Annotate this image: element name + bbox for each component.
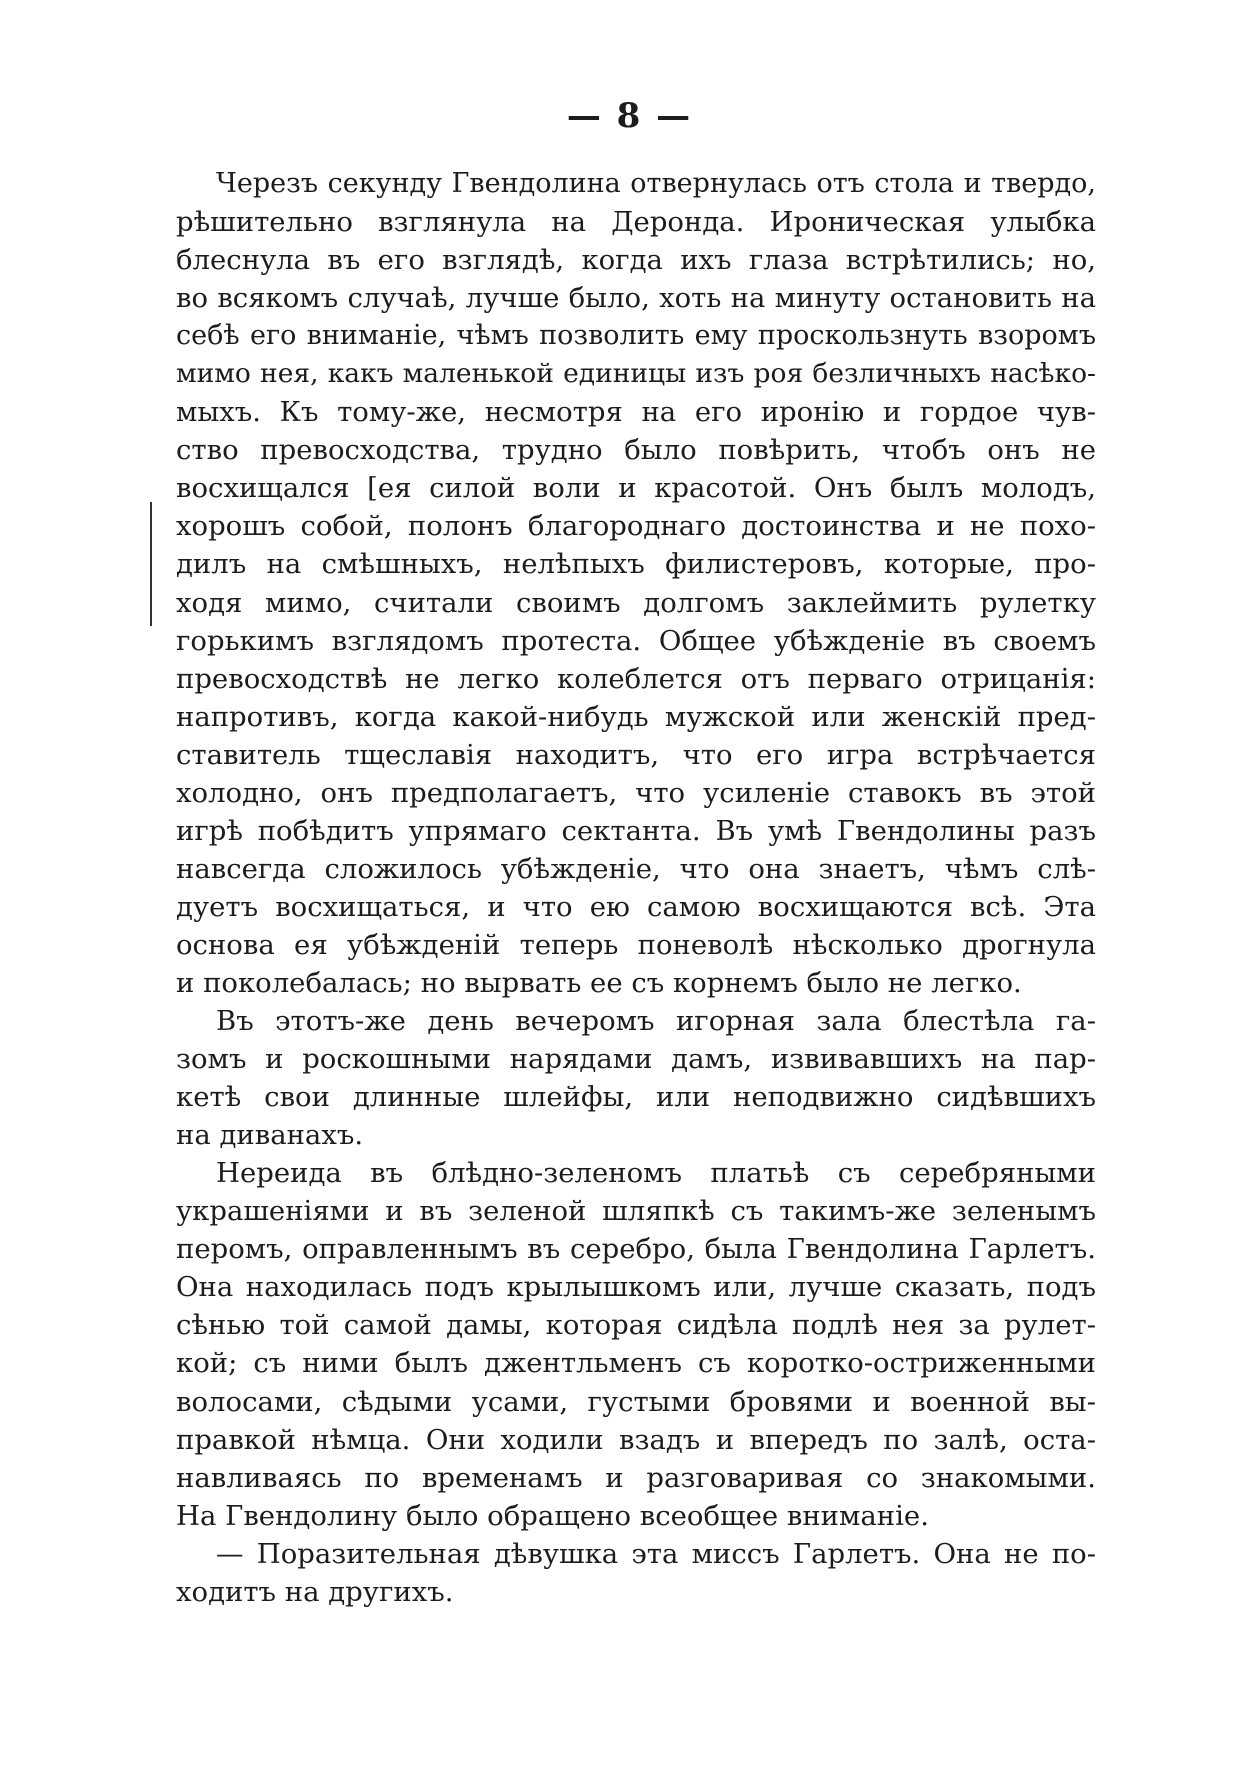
text-line: игрѣ побѣдитъ упрямаго сектанта. Въ умѣ Гвендолины разъ (176, 814, 1096, 847)
text-line: во всякомъ случаѣ, лучше было, хоть на минуту остановить на (176, 282, 1096, 315)
text-line: ходя мимо, считали своимъ долгомъ заклеймить рулетку (176, 586, 1096, 619)
text-line: на диванахъ. (176, 1119, 364, 1152)
text-line: холодно, онъ предполагаетъ, что усиленіе ставокъ въ этой (176, 776, 1096, 809)
text-line: хорошъ собой, полонъ благороднаго достоинства и не похо- (176, 510, 1096, 543)
text-line: основа ея убѣжденій теперь поневолѣ нѣсколько дрогнула (176, 928, 1096, 961)
text-line: и поколебалась; но вырвать ее съ корнемъ было не легко. (176, 966, 1022, 999)
text-line: волосами, сѣдыми усами, густыми бровями и военной вы- (176, 1385, 1096, 1418)
text-line: ходитъ на другихъ. (176, 1575, 454, 1608)
text-line: превосходствѣ не легко колеблется отъ перваго отрицанія: (176, 662, 1096, 695)
text-line: себѣ его вниманіе, чѣмъ позволить ему проскользнуть взоромъ (176, 320, 1096, 352)
body-text (176, 165, 1096, 1611)
text-line: навсегда сложилось убѣжденіе, что она знаетъ, чѣмъ слѣ- (176, 852, 1096, 885)
text-line: — Поразительная дѣвушка эта миссъ Гарлетъ. Она не по- (216, 1537, 1096, 1570)
text-line: На Гвендолину было обращено всеобщее вниманіе. (176, 1499, 929, 1532)
page-number: — 8 — (566, 96, 693, 136)
text-line: Въ этотъ-же день вечеромъ игорная зала блестѣла га- (216, 1005, 1096, 1038)
text-line: перомъ, оправленнымъ въ серебро, была Гвендолина Гарлетъ. (176, 1233, 1096, 1266)
text-line: мимо нея, какъ маленькой единицы изъ роя безличныхъ насѣко- (176, 358, 1096, 390)
text-line: украшеніями и въ зеленой шляпкѣ съ такимъ-же зеленымъ (176, 1195, 1096, 1228)
text-line: восхищался [ея силой воли и красотой. Онъ былъ молодъ, (176, 472, 1096, 505)
margin-pencil-mark (150, 502, 162, 626)
text-line: Нереида въ блѣдно-зеленомъ платьѣ съ серебряными (216, 1157, 1096, 1190)
text-line: Черезъ секунду Гвендолина отвернулась отъ стола и твердо, (216, 168, 1096, 199)
text-line: сѣнью той самой дамы, которая сидѣла подлѣ нея за рулет- (176, 1309, 1096, 1342)
text-line: горькимъ взглядомъ протеста. Общее убѣжденіе въ своемъ (176, 624, 1096, 657)
text-line: правкой нѣмца. Они ходили взадъ и впередъ по залѣ, оста- (176, 1423, 1096, 1456)
text-line: мыхъ. Къ тому-же, несмотря на его иронію и гордое чув- (176, 396, 1096, 429)
text-line: напротивъ, когда какой-нибудь мужской или женскій пред- (176, 700, 1096, 733)
text-line: рѣшительно взглянула на Деронда. Ироническая улыбка (176, 206, 1096, 239)
text-line: блеснула въ его взглядѣ, когда ихъ глаза встрѣтились; но, (176, 244, 1096, 277)
text-line: зомъ и роскошными нарядами дамъ, извивавшихъ на пар- (176, 1043, 1096, 1076)
text-line: навливаясь по временамъ и разговаривая со знакомыми. (176, 1461, 1096, 1494)
text-line: Она находилась подъ крылышкомъ или, лучше сказать, подъ (176, 1271, 1096, 1304)
text-line: ставитель тщеславія находитъ, что его игра встрѣчается (176, 738, 1096, 771)
text-line: кетѣ свои длинные шлейфы, или неподвижно сидѣвшихъ (176, 1081, 1096, 1114)
text-line: дуетъ восхищаться, и что ею самою восхищаются всѣ. Эта (176, 890, 1096, 923)
text-line: дилъ на смѣшныхъ, нелѣпыхъ филистеровъ, которые, про- (176, 548, 1096, 581)
text-line: кой; съ ними былъ джентльменъ съ коротко-остриженными (176, 1347, 1096, 1380)
text-line: ство превосходства, трудно было повѣрить, чтобъ онъ не (176, 434, 1096, 467)
